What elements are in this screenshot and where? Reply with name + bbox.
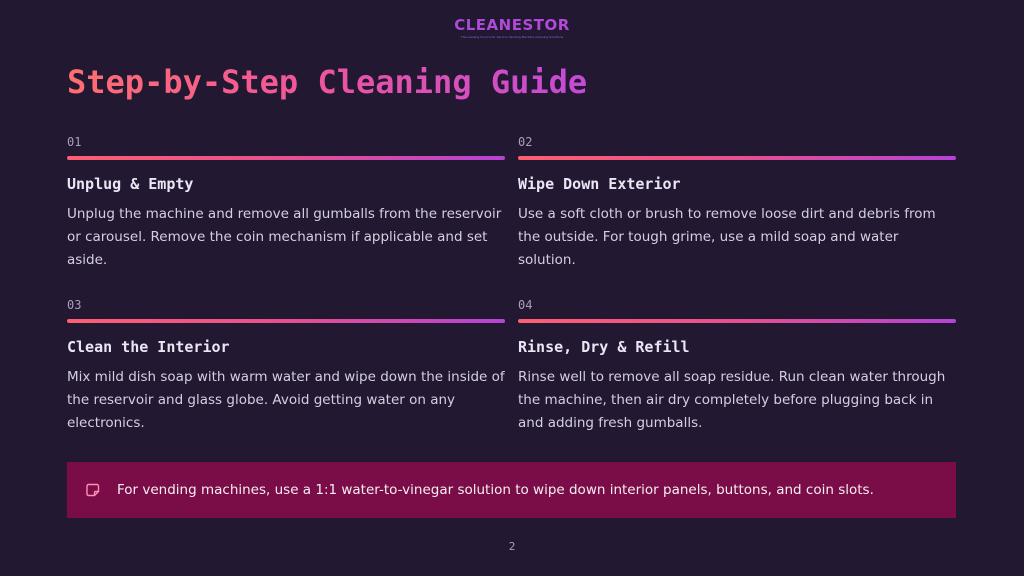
step-title: Clean the Interior bbox=[67, 338, 230, 356]
note-icon bbox=[86, 483, 100, 497]
step-card-1 bbox=[67, 134, 505, 272]
brand-name: CLEANESTOR bbox=[0, 16, 1024, 34]
step-title: Wipe Down Exterior bbox=[518, 175, 681, 193]
step-title: Rinse, Dry & Refill bbox=[518, 338, 690, 356]
step-description: Unplug the machine and remove all gumballs from the reservoir or carousel. Remove the coin mechanism if applicable and set aside. bbox=[67, 206, 502, 268]
step-title: Unplug & Empty bbox=[67, 175, 194, 193]
step-description: Use a soft cloth or brush to remove loose dirt and debris from the outside. For tough grime, use a mild soap and water solution. bbox=[518, 206, 936, 268]
step-card-4 bbox=[518, 297, 956, 435]
step-divider bbox=[518, 319, 956, 323]
step-divider bbox=[67, 319, 505, 323]
step-divider bbox=[67, 156, 505, 160]
step-number: 04 bbox=[518, 298, 533, 312]
step-number: 01 bbox=[67, 135, 82, 149]
page-number: 2 bbox=[508, 540, 516, 553]
step-description: Mix mild dish soap with warm water and wipe down the inside of the reservoir and glass globe. Avoid getting water on any electronics. bbox=[67, 369, 505, 431]
step-card-2 bbox=[518, 134, 956, 272]
brand-logo bbox=[0, 16, 1024, 40]
step-number: 02 bbox=[518, 135, 533, 149]
tip-banner bbox=[67, 462, 956, 518]
page-title: Step-by-Step Cleaning Guide bbox=[67, 60, 587, 104]
brand-tagline: The Leading Source for Service Vending Machine Cleaning Solutions bbox=[460, 35, 564, 39]
step-number: 03 bbox=[67, 298, 82, 312]
tip-text: For vending machines, use a 1:1 water-to-vinegar solution to wipe down interior panels, buttons, and coin slots. bbox=[117, 482, 874, 498]
step-divider bbox=[518, 156, 956, 160]
step-card-3 bbox=[67, 297, 505, 435]
step-description: Rinse well to remove all soap residue. Run clean water through the machine, then air dry completely before plugging back in and adding fresh gumballs. bbox=[518, 369, 946, 431]
